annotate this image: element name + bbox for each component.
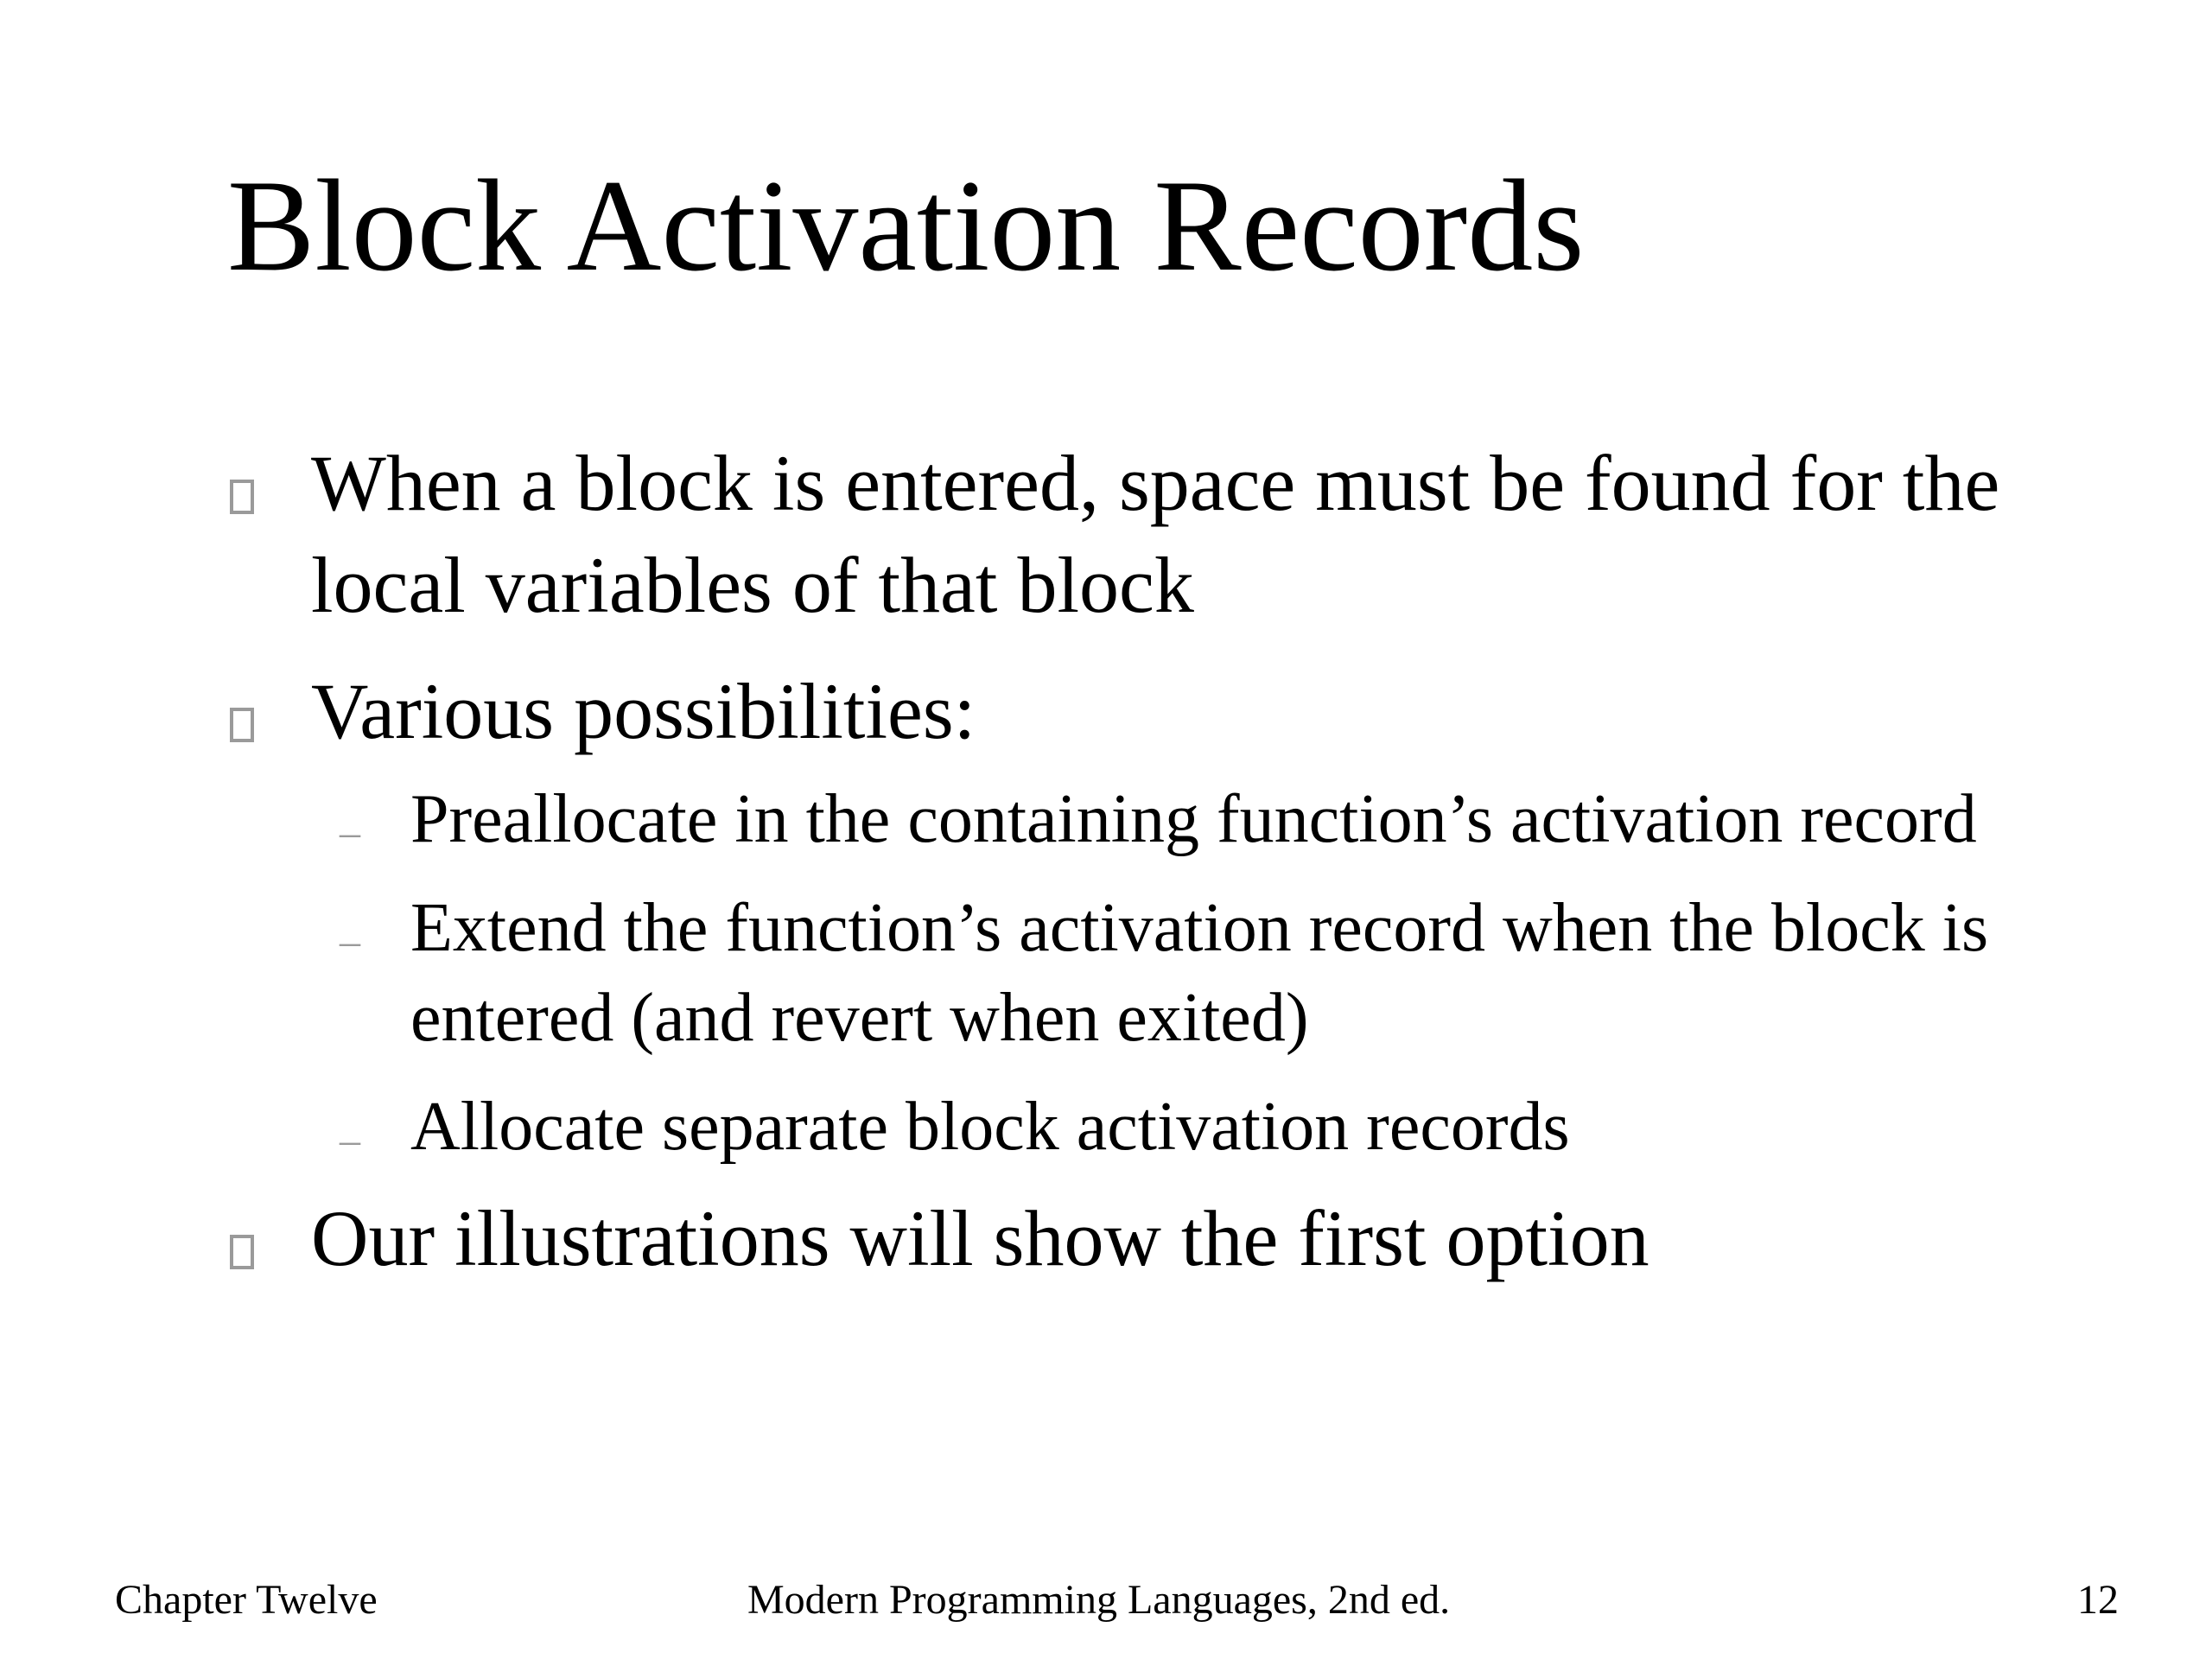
square-bullet-icon — [230, 1235, 254, 1269]
slide-title: Block Activation Records — [227, 153, 1585, 298]
sub-bullet-text: Allocate separate block activation records — [410, 1089, 1570, 1165]
bullet-text: Our illustrations will show the first option — [311, 1194, 1649, 1282]
square-bullet-icon — [230, 708, 254, 742]
footer-chapter: Chapter Twelve — [115, 1577, 378, 1623]
footer-page-number: 12 — [2077, 1577, 2119, 1623]
bullet-item — [227, 660, 2085, 762]
sub-bullet-text: Extend the function’s activation record when the block is entered (and revert when exited) — [410, 890, 1989, 1056]
sub-bullet-text: Preallocate in the containing function’s activation record — [410, 781, 1977, 857]
dash-bullet-icon: – — [340, 810, 360, 855]
bullet-text: When a block is entered, space must be found for the local variables of that block — [311, 439, 2000, 629]
dash-bullet-icon: – — [340, 918, 360, 964]
sub-bullet-item — [227, 883, 2085, 1063]
bullet-item — [227, 1187, 2085, 1289]
slide-body — [227, 432, 2085, 1289]
sub-bullet-item — [227, 774, 2085, 864]
dash-bullet-icon: – — [340, 1117, 360, 1163]
square-bullet-icon — [230, 480, 254, 514]
bullet-text: Various possibilities: — [311, 667, 976, 755]
footer-book-title: Modern Programming Languages, 2nd ed. — [747, 1577, 1451, 1623]
sub-bullet-item — [227, 1082, 2085, 1172]
bullet-item — [227, 432, 2085, 636]
